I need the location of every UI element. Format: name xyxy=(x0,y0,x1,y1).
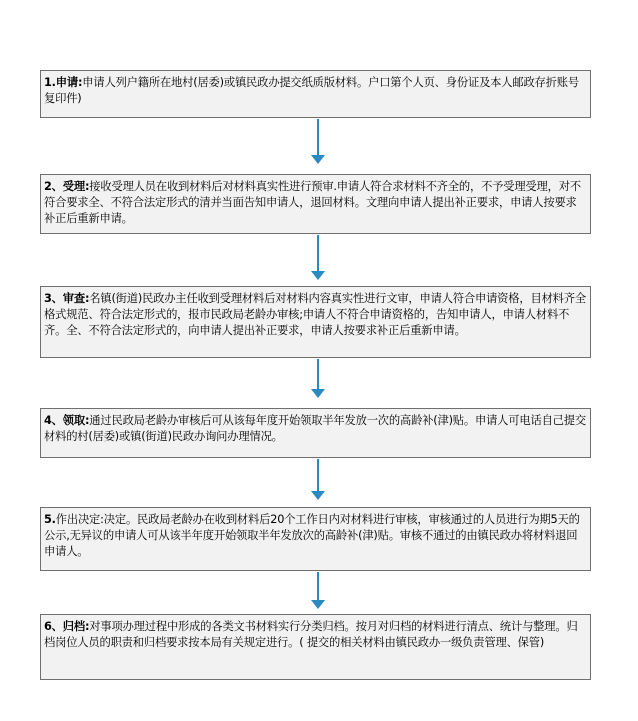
arrow-head-icon xyxy=(311,155,325,164)
step-text: 接收受理人员在收到材料后对材料真实性进行预审.申请人符合求材料不齐全的，不予受理受理，对不符合要求全、不符合法定形式的清并当面告知申请人，退回材料。文理向申请人提出补正要求，申请人按要求补正后重新申请。 xyxy=(44,180,581,225)
flow-arrow xyxy=(311,359,325,398)
step-1-box xyxy=(40,70,591,118)
arrow-head-icon xyxy=(311,600,325,609)
step-3-box xyxy=(40,286,591,358)
step-title: 4、领取: xyxy=(44,414,90,427)
arrow-head-icon xyxy=(311,271,325,280)
flow-arrow xyxy=(311,459,325,500)
flow-arrow xyxy=(311,572,325,609)
step-text: 作出决定:决定。民政局老龄办在收到材料后20个工作日内对材料进行审核，审核通过的人员进行为期5天的公示,无异议的申请人可从该半年度开始领取半年发放次的高龄补(津)贴。审核不通过的由镇民政办将材料退回申请人。 xyxy=(44,513,580,558)
step-text: 通过民政局老龄办审核后可从该每年度开始领取半年发放一次的高龄补(津)贴。申请人可电话自己提交材料的村(居委)或镇(街道)民政办询问办理情况。 xyxy=(44,414,586,443)
step-title: 5. xyxy=(44,513,56,526)
step-title: 3、审查: xyxy=(44,292,90,305)
step-title: 1.申请: xyxy=(44,76,83,89)
step-text: 申请人列户籍所在地村(居委)或镇民政办提交纸质版材料。户口第个人页、身份证及本人邮政存折账号复印件) xyxy=(44,76,579,105)
step-2-box xyxy=(40,174,591,234)
arrow-head-icon xyxy=(311,491,325,500)
step-text: 对事项办理过程中形成的各类文书材料实行分类归档。按月对归档的材料进行清点、统计与整理。归档岗位人员的职责和归档要求按本局有关规定进行。( 提交的相关材料由镇民政办一级负责管理、保管) xyxy=(44,620,578,649)
flow-arrow xyxy=(311,235,325,280)
step-6-box xyxy=(40,614,591,680)
flow-arrow xyxy=(311,119,325,164)
step-title: 6、归档: xyxy=(44,620,90,633)
step-4-box xyxy=(40,408,591,458)
step-title: 2、受理: xyxy=(44,180,90,193)
step-5-box xyxy=(40,507,591,571)
step-text: 名镇(街道)民政办主任收到受理材料后对材料内容真实性进行文审，申请人符合申请资格，目材料齐全 格式规范、符合法定形式的，报市民政局老龄办审核;申请人不符合申请资格的，告知申请人，申请人材料不齐。全、不符合法定形式的，向申请人提出补正要求，申请人按要求补正后重新申请。 xyxy=(44,292,586,337)
arrow-head-icon xyxy=(311,389,325,398)
